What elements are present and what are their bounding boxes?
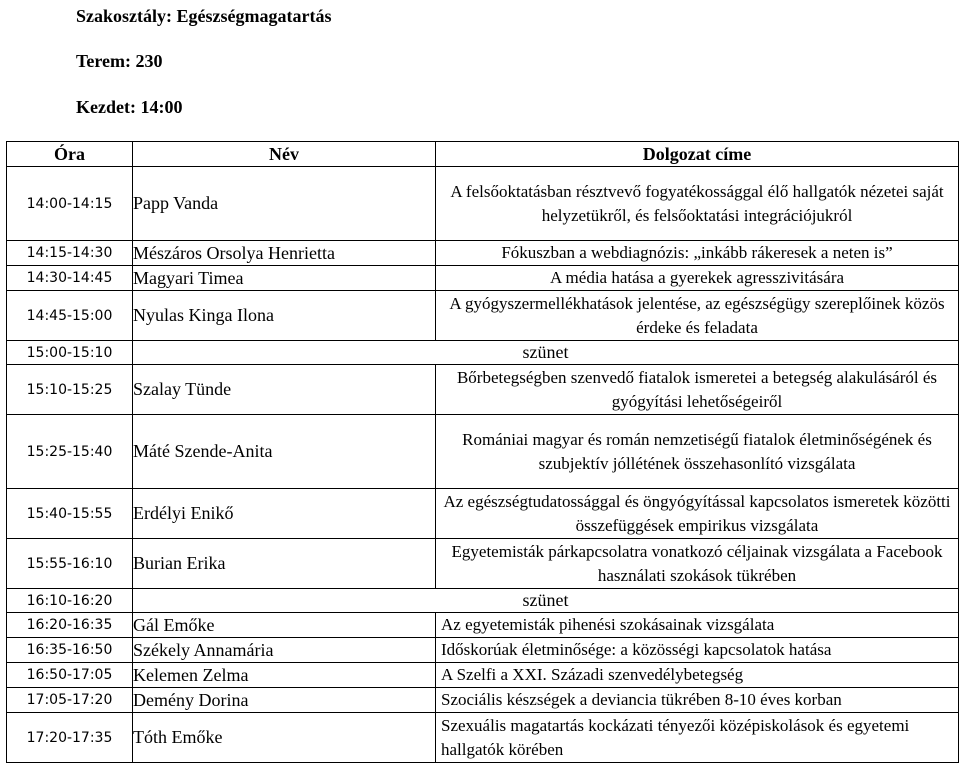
row-time: 17:20-17:35 [7, 713, 133, 763]
break-label: szünet [133, 589, 959, 613]
room-heading: Terem: 230 [76, 51, 163, 71]
row-title: Az egyetemisták pihenési szokásainak vizsgálata [436, 613, 959, 638]
table-row [7, 539, 959, 589]
row-title: Bőrbetegségben szenvedő fiatalok ismeretei a betegség alakulásáról és gyógyítási lehetőségeiről [436, 365, 959, 415]
row-time: 15:10-15:25 [7, 365, 133, 415]
row-name: Szalay Tünde [133, 365, 436, 415]
row-name: Papp Vanda [133, 167, 436, 241]
table-row [7, 266, 959, 291]
row-title: Időskorúak életminősége: a közösségi kapcsolatok hatása [436, 638, 959, 663]
table-row-break [7, 341, 959, 365]
start-heading: Kezdet: 14:00 [76, 97, 183, 117]
row-title: A média hatása a gyerekek agresszivitására [436, 266, 959, 291]
table-row [7, 713, 959, 763]
row-title: Fókuszban a webdiagnózis: „inkább rákeresek a neten is” [436, 241, 959, 266]
table-row [7, 241, 959, 266]
row-time: 15:00-15:10 [7, 341, 133, 365]
row-title: Romániai magyar és román nemzetiségű fiatalok életminőségének és szubjektív jóllétének összehasonlító vizsgálata [436, 415, 959, 489]
row-time: 14:15-14:30 [7, 241, 133, 266]
row-time: 17:05-17:20 [7, 688, 133, 713]
row-time: 15:55-16:10 [7, 539, 133, 589]
table-row-break [7, 589, 959, 613]
row-title: A Szelfi a XXI. Századi szenvedélybetegség [436, 663, 959, 688]
row-name: Máté Szende-Anita [133, 415, 436, 489]
break-label: szünet [133, 341, 959, 365]
table-row [7, 489, 959, 539]
table-row [7, 613, 959, 638]
row-title: A gyógyszermellékhatások jelentése, az egészségügy szereplőinek közös érdeke és feladata [436, 291, 959, 341]
row-title: Szexuális magatartás kockázati tényezői középiskolások és egyetemi hallgatók körében [436, 713, 959, 763]
row-time: 16:20-16:35 [7, 613, 133, 638]
row-time: 15:25-15:40 [7, 415, 133, 489]
row-name: Székely Annamária [133, 638, 436, 663]
row-title: A felsőoktatásban résztvevő fogyatékossággal élő hallgatók nézetei saját helyzetükről, és felsőoktatási integrációjukról [436, 167, 959, 241]
row-time: 16:35-16:50 [7, 638, 133, 663]
row-time: 14:30-14:45 [7, 266, 133, 291]
section-heading: Szakosztály: Egészségmagatartás [76, 6, 332, 26]
row-time: 14:45-15:00 [7, 291, 133, 341]
row-name: Gál Emőke [133, 613, 436, 638]
table-row [7, 688, 959, 713]
row-time: 16:50-17:05 [7, 663, 133, 688]
row-name: Erdélyi Enikő [133, 489, 436, 539]
column-header-title: Dolgozat címe [436, 142, 959, 167]
row-time: 14:00-14:15 [7, 167, 133, 241]
column-header-time: Óra [7, 142, 133, 167]
row-name: Magyari Timea [133, 266, 436, 291]
row-name: Demény Dorina [133, 688, 436, 713]
row-title: Szociális készségek a deviancia tükrében 8-10 éves korban [436, 688, 959, 713]
row-time: 16:10-16:20 [7, 589, 133, 613]
schedule-table [6, 141, 959, 763]
row-title: Egyetemisták párkapcsolatra vonatkozó céljainak vizsgálata a Facebook használati szokások tükrében [436, 539, 959, 589]
table-row [7, 415, 959, 489]
table-row [7, 365, 959, 415]
table-row [7, 167, 959, 241]
row-name: Tóth Emőke [133, 713, 436, 763]
row-name: Mészáros Orsolya Henrietta [133, 241, 436, 266]
table-row [7, 638, 959, 663]
row-time: 15:40-15:55 [7, 489, 133, 539]
column-header-name: Név [133, 142, 436, 167]
table-header-row [7, 142, 959, 167]
table-row [7, 291, 959, 341]
row-name: Nyulas Kinga Ilona [133, 291, 436, 341]
row-title: Az egészségtudatossággal és öngyógyítással kapcsolatos ismeretek közötti összefüggések empirikus vizsgálata [436, 489, 959, 539]
table-row [7, 663, 959, 688]
row-name: Kelemen Zelma [133, 663, 436, 688]
row-name: Burian Erika [133, 539, 436, 589]
